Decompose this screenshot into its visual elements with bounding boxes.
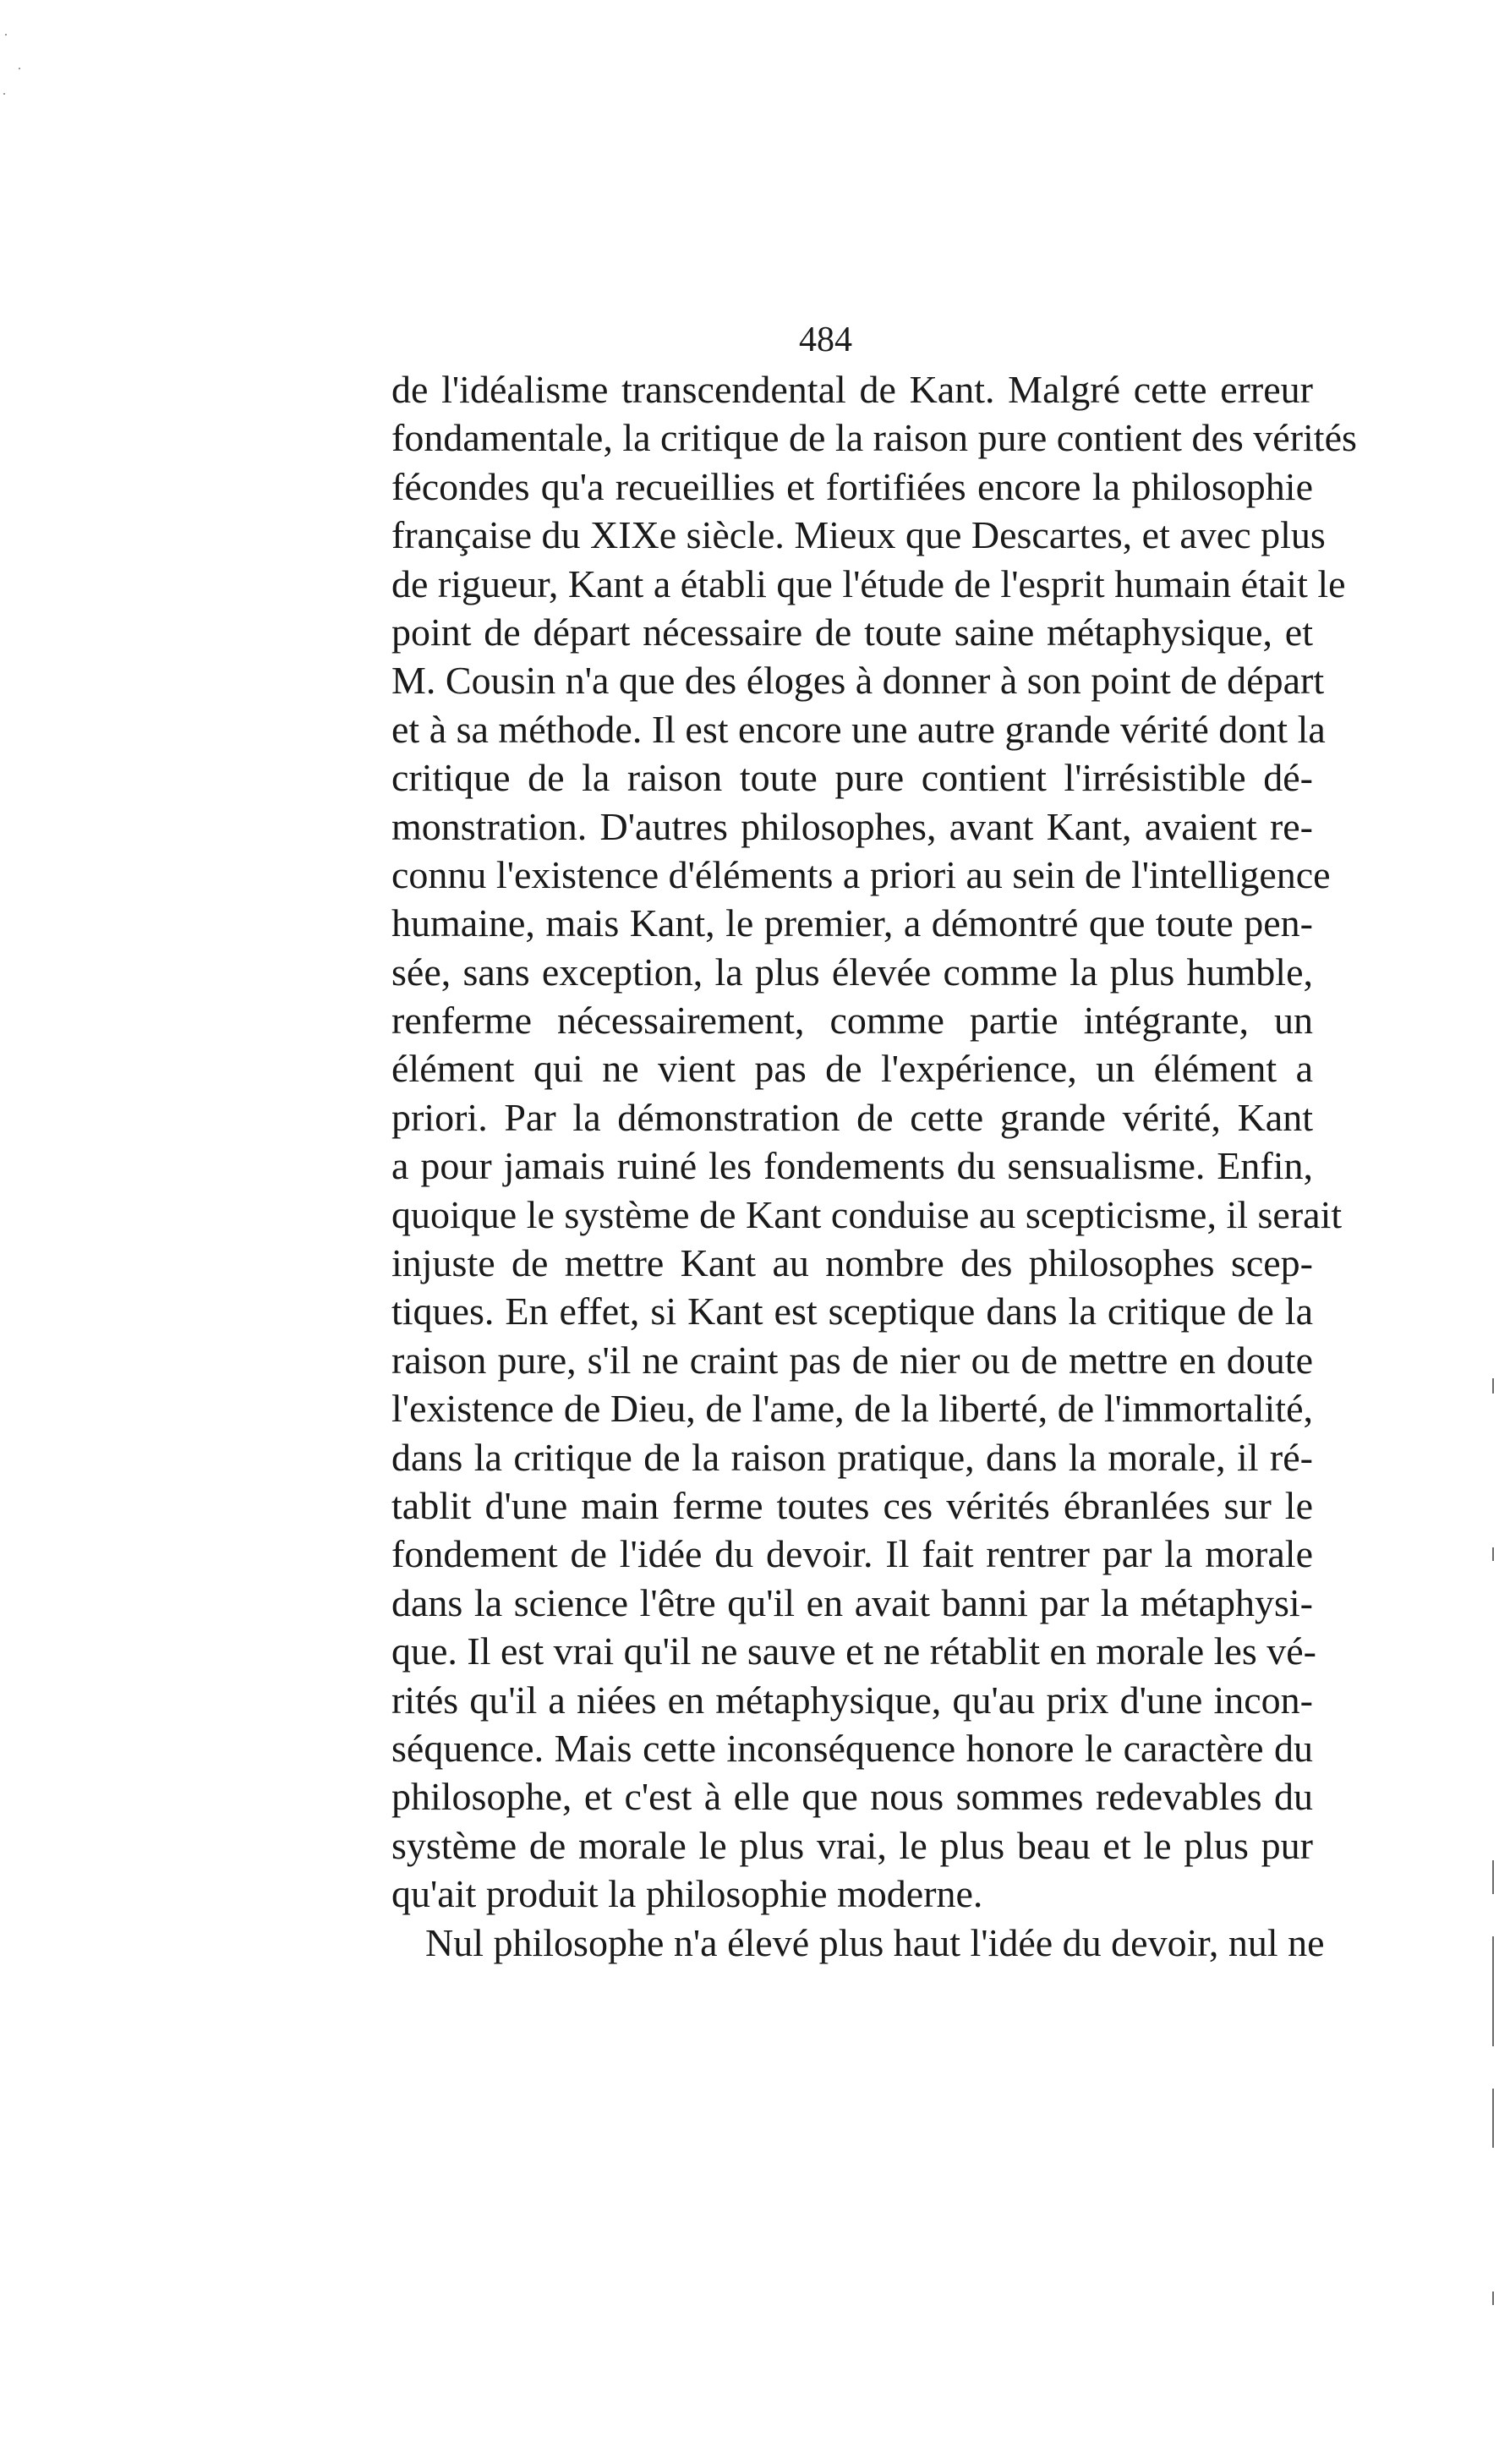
text-line: fondamentale, la critique de la raison pure contient des vérités [391, 416, 1357, 460]
text-line: sée, sans exception, la plus élevée comme la plus humble, [391, 950, 1313, 994]
text-line: a pour jamais ruiné les fondements du sensualisme. Enfin, [391, 1144, 1313, 1188]
text-line: critique de la raison toute pure contient l'irrésistible dé- [391, 756, 1313, 800]
scan-mark [1492, 1547, 1494, 1561]
scan-speck [3, 93, 5, 95]
scan-mark [1492, 1936, 1494, 2046]
scan-mark [1492, 2089, 1494, 2148]
text-line: et à sa méthode. Il est encore une autre grande vérité dont la [391, 707, 1326, 751]
scan-speck [5, 34, 7, 36]
text-line: de rigueur, Kant a établi que l'étude de l'esprit humain était le [391, 561, 1346, 605]
body-text [391, 365, 1357, 1967]
text-line: injuste de mettre Kant au nombre des philosophes scep- [391, 1241, 1313, 1285]
scan-mark [1492, 2292, 1494, 2305]
text-line: système de morale le plus vrai, le plus beau et le plus pur [391, 1823, 1313, 1867]
text-line: dans la science l'être qu'il en avait banni par la métaphysi- [391, 1580, 1313, 1624]
text-line: humaine, mais Kant, le premier, a démontré que toute pen- [391, 901, 1313, 945]
text-line: quoique le système de Kant conduise au scepticisme, il serait [391, 1192, 1343, 1236]
text-line: de l'idéalisme transcendental de Kant. Malgré cette erreur [391, 368, 1313, 411]
text-line: connu l'existence d'éléments a priori au sein de l'intelligence [391, 852, 1331, 896]
page-number: 484 [799, 320, 852, 359]
text-line: monstration. D'autres philosophes, avant Kant, avaient re- [391, 804, 1313, 848]
text-line: rités qu'il a niées en métaphysique, qu'au prix d'une incon- [391, 1678, 1313, 1722]
paragraph-start-line: Nul philosophe n'a élevé plus haut l'idée du devoir, nul ne [425, 1920, 1325, 1964]
text-line: qu'ait produit la philosophie moderne. [391, 1872, 983, 1916]
text-line: tiques. En effet, si Kant est sceptique dans la critique de la [391, 1289, 1313, 1333]
text-line: philosophe, et c'est à elle que nous sommes redevables du [391, 1775, 1313, 1819]
text-line: renferme nécessairement, comme partie intégrante, un [391, 999, 1313, 1043]
text-line: française du XIXe siècle. Mieux que Descartes, et avec plus [391, 513, 1326, 557]
scan-mark [1492, 1860, 1494, 1894]
text-line: tablit d'une main ferme toutes ces vérités ébranlées sur le [391, 1483, 1313, 1527]
text-line: fondement de l'idée du devoir. Il fait rentrer par la morale [391, 1532, 1313, 1576]
text-line: priori. Par la démonstration de cette grande vérité, Kant [391, 1095, 1313, 1139]
text-line: que. Il est vrai qu'il ne sauve et ne rétablit en morale les vé- [391, 1629, 1316, 1673]
scan-mark [1492, 1378, 1494, 1394]
text-line: M. Cousin n'a que des éloges à donner à son point de départ [391, 659, 1325, 703]
text-line: raison pure, s'il ne craint pas de nier ou de mettre en doute [391, 1338, 1313, 1382]
text-line: fécondes qu'a recueillies et fortifiées encore la philosophie [391, 464, 1313, 508]
text-line: séquence. Mais cette inconséquence honore le caractère du [391, 1726, 1313, 1770]
text-line: l'existence de Dieu, de l'ame, de la liberté, de l'immortalité, [391, 1387, 1313, 1431]
text-line: dans la critique de la raison pratique, dans la morale, il ré- [391, 1435, 1313, 1479]
scan-speck [19, 68, 20, 69]
text-line: point de départ nécessaire de toute saine métaphysique, et [391, 610, 1313, 654]
text-line: élément qui ne vient pas de l'expérience, un élément a [391, 1047, 1313, 1091]
